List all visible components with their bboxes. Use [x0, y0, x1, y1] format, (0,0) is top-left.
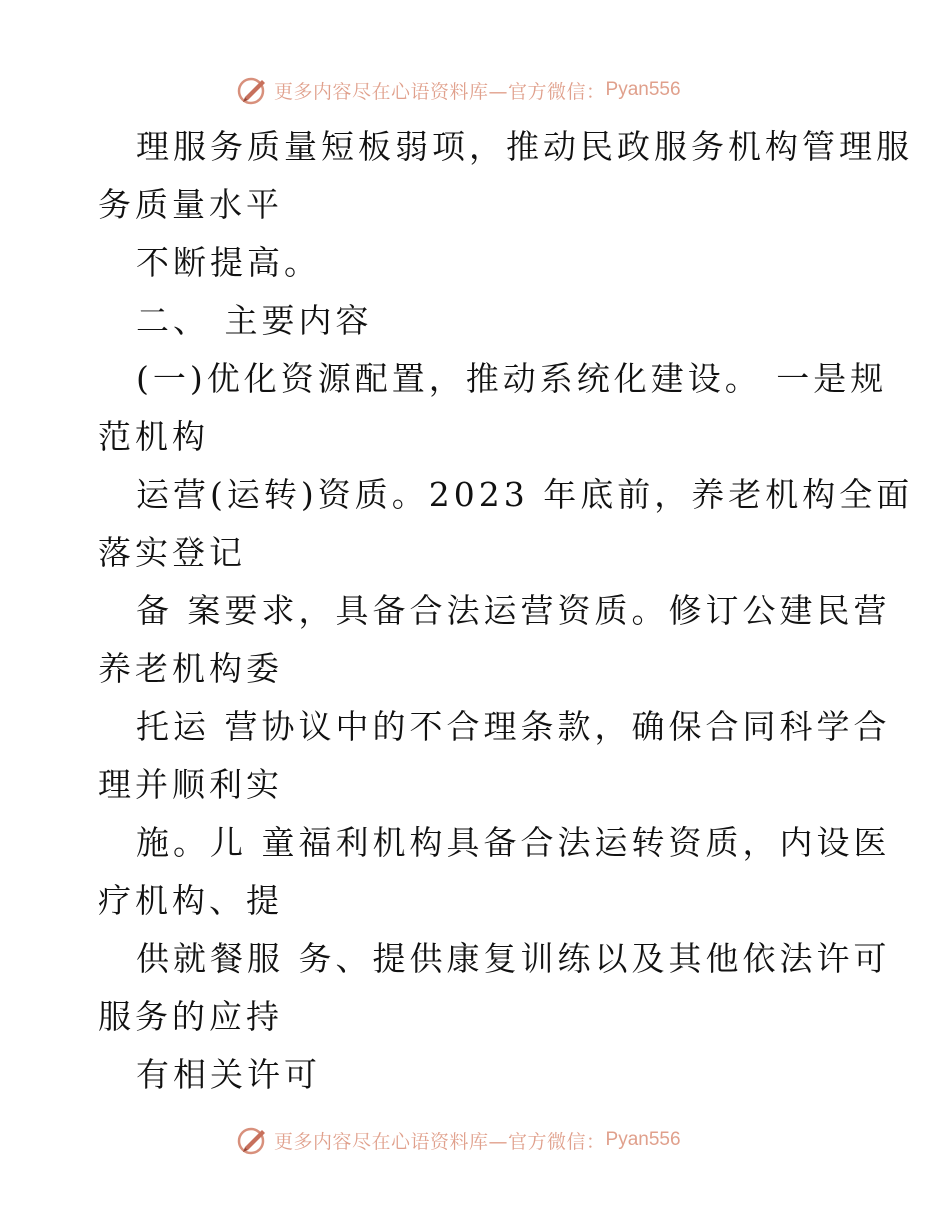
text-line: (一)优化资源配置，推动系统化建设。 一是规 — [136, 359, 888, 398]
watermark-wechat-id: Pyan556 — [605, 1129, 681, 1150]
text-line: 服务的应持 — [98, 997, 283, 1036]
text-line: 供就餐服 务、提供康复训练以及其他依法许可 — [136, 939, 891, 978]
text-line: 施。儿 童福利机构具备合法运转资质，内设医 — [136, 823, 891, 862]
pen-circle-logo-icon — [236, 1123, 270, 1157]
watermark-text: 更多内容尽在心语资料库—官方微信： — [274, 80, 606, 103]
text-line: 落实登记 — [98, 533, 246, 572]
text-line: 运营(运转)资质。2023 年底前，养老机构全面 — [136, 475, 914, 514]
footer-watermark — [236, 1122, 681, 1158]
text-line: 范机构 — [98, 417, 209, 456]
watermark-wechat-id: Pyan556 — [605, 79, 681, 100]
text-line: 理服务质量短板弱项，推动民政服务机构管理服 — [136, 127, 913, 166]
text-line: 有相关许可 — [136, 1055, 321, 1094]
watermark-text: 更多内容尽在心语资料库—官方微信： — [274, 1130, 606, 1153]
header-watermark — [236, 72, 681, 108]
text-line: 备 案要求，具备合法运营资质。修订公建民营 — [136, 591, 891, 630]
document-body — [98, 118, 914, 1104]
text-line: 不断提高。 — [136, 243, 321, 282]
text-line: 养老机构委 — [98, 649, 283, 688]
section-heading: 二、 主要内容 — [136, 301, 373, 340]
pen-circle-logo-icon — [236, 73, 270, 107]
text-line: 疗机构、提 — [98, 881, 283, 920]
text-line: 务质量水平 — [98, 185, 283, 224]
text-line: 理并顺利实 — [98, 765, 283, 804]
text-line: 托运 营协议中的不合理条款，确保合同科学合 — [136, 707, 891, 746]
